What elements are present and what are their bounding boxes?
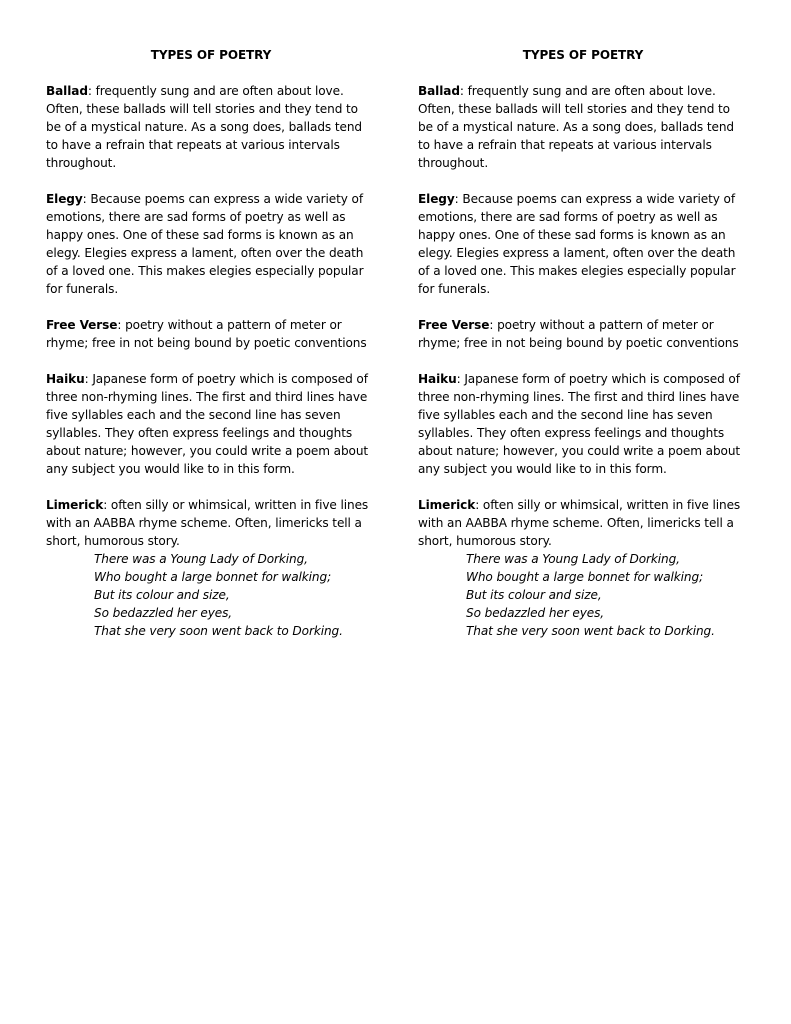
poem-line: That she very soon went back to Dorking. bbox=[94, 624, 343, 638]
entry-ballad bbox=[46, 82, 376, 172]
entry-term: Elegy bbox=[418, 192, 455, 206]
poem-line: Who bought a large bonnet for walking; bbox=[94, 570, 332, 584]
entry-term: Ballad bbox=[418, 84, 460, 98]
poem-line: So bedazzled her eyes, bbox=[94, 606, 233, 620]
right-column bbox=[418, 46, 748, 640]
entry-definition: : often silly or whimsical, written in five lines with an AABBA rhyme scheme. Often, limericks tell a short, humorous story. bbox=[418, 498, 741, 548]
entry-haiku bbox=[46, 370, 376, 478]
entry-term: Limerick bbox=[418, 498, 476, 512]
limerick-poem bbox=[94, 550, 376, 640]
entry-definition: : frequently sung and are often about love. Often, these ballads will tell stories and they tend to be of a mystical nature. As a song does, ballads tend to have a refrain that repeats at various intervals throughout. bbox=[46, 84, 362, 170]
entry-term: Haiku bbox=[46, 372, 85, 386]
poem-line: But its colour and size, bbox=[94, 588, 230, 602]
entry-definition: : Because poems can express a wide variety of emotions, there are sad forms of poetry as well as happy ones. One of these sad forms is known as an elegy. Elegies express a lament, often over the death of a loved one. This makes elegies especially popular for funerals. bbox=[418, 192, 736, 296]
poem-line: Who bought a large bonnet for walking; bbox=[466, 570, 704, 584]
entry-definition: : often silly or whimsical, written in five lines with an AABBA rhyme scheme. Often, limericks tell a short, humorous story. bbox=[46, 498, 369, 548]
entry-definition: : poetry without a pattern of meter or rhyme; free in not being bound by poetic conventions bbox=[418, 318, 739, 350]
entry-term: Limerick bbox=[46, 498, 104, 512]
entry-term: Free Verse bbox=[418, 318, 490, 332]
entry-term: Elegy bbox=[46, 192, 83, 206]
entry-definition: : Japanese form of poetry which is composed of three non-rhyming lines. The first and third lines have five syllables each and the second line has seven syllables. They often express feelings and thoughts about nature; however, you could write a poem about any subject you would like to in this form. bbox=[46, 372, 369, 476]
column-title: TYPES OF POETRY bbox=[150, 48, 272, 62]
entry-definition: : Japanese form of poetry which is composed of three non-rhyming lines. The first and third lines have five syllables each and the second line has seven syllables. They often express feelings and thoughts about nature; however, you could write a poem about any subject you would like to in this form. bbox=[418, 372, 741, 476]
entry-limerick bbox=[46, 496, 376, 550]
entry-elegy bbox=[46, 190, 376, 298]
entry-ballad bbox=[418, 82, 748, 172]
entry-haiku bbox=[418, 370, 748, 478]
entry-limerick bbox=[418, 496, 748, 550]
column-title: TYPES OF POETRY bbox=[522, 48, 644, 62]
entry-term: Ballad bbox=[46, 84, 88, 98]
entry-free-verse bbox=[418, 316, 748, 352]
entry-definition: : Because poems can express a wide variety of emotions, there are sad forms of poetry as well as happy ones. One of these sad forms is known as an elegy. Elegies express a lament, often over the death of a loved one. This makes elegies especially popular for funerals. bbox=[46, 192, 364, 296]
poem-line: That she very soon went back to Dorking. bbox=[466, 624, 715, 638]
left-column bbox=[46, 46, 376, 640]
poem-line: So bedazzled her eyes, bbox=[466, 606, 605, 620]
entry-term: Free Verse bbox=[46, 318, 118, 332]
poem-line: There was a Young Lady of Dorking, bbox=[466, 552, 680, 566]
poem-line: But its colour and size, bbox=[466, 588, 602, 602]
entry-definition: : frequently sung and are often about love. Often, these ballads will tell stories and they tend to be of a mystical nature. As a song does, ballads tend to have a refrain that repeats at various intervals throughout. bbox=[418, 84, 734, 170]
entry-free-verse bbox=[46, 316, 376, 352]
entry-definition: : poetry without a pattern of meter or rhyme; free in not being bound by poetic conventions bbox=[46, 318, 367, 350]
limerick-poem bbox=[466, 550, 748, 640]
entry-elegy bbox=[418, 190, 748, 298]
entry-term: Haiku bbox=[418, 372, 457, 386]
poem-line: There was a Young Lady of Dorking, bbox=[94, 552, 308, 566]
